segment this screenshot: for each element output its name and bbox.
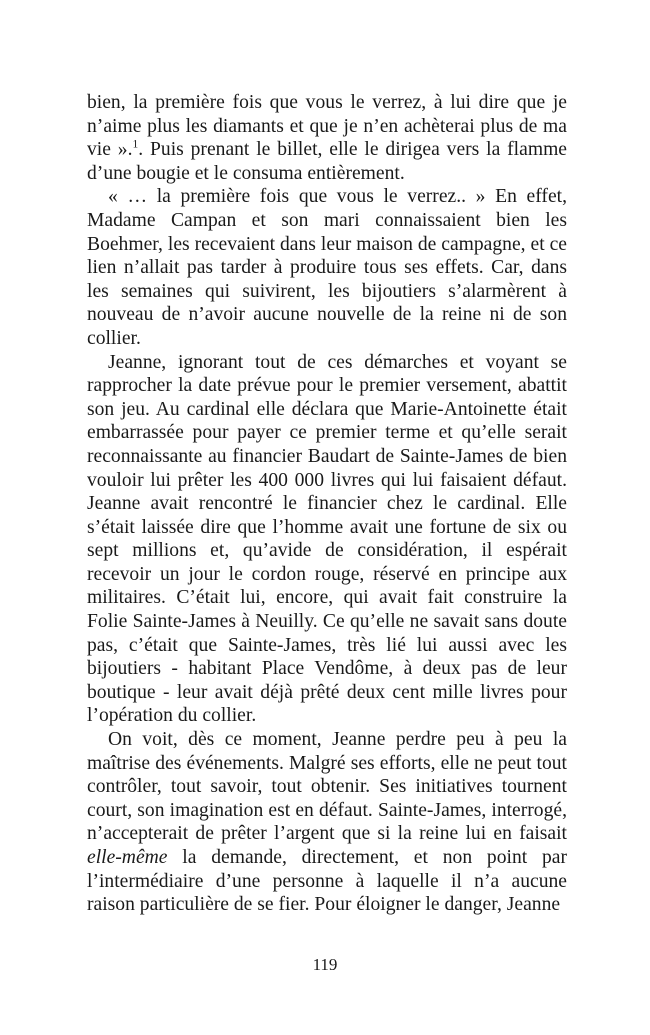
paragraph-2: « … la première fois que vous le verrez.. » En effet, Madame Campan et son mari connaissaient bien les Boehmer, les recevaient dans leur maison de campagne, et ce lien n’allait pas tarder à produire tous ses effets. Car, dans les semaines qui suivirent, les bijoutiers s’alarmèrent à nouveau de n’avoir aucune nouvelle de la reine ni de son collier. bbox=[87, 186, 567, 349]
footnote-reference: 1 bbox=[132, 138, 139, 151]
paragraph-4 bbox=[87, 728, 567, 917]
page-number: 119 bbox=[312, 955, 338, 974]
paragraph-4-text-b: la demande, directement, et non point par l’intermédiaire d’une personne à laquelle il n’a aucune raison particulière de se fier. Pour éloigner le danger, Jeanne bbox=[87, 847, 567, 916]
paragraph-4-text-a: On voit, dès ce moment, Jeanne perdre peu à peu la maîtrise des événements. Malgré ses efforts, elle ne peut tout contrôler, tout savoir, tout obtenir. Ses initiatives tournent court, son imagination est en défaut. Sainte-James, interrogé, n’accepterait de prêter l’argent que si la reine lui en faisait bbox=[87, 729, 567, 845]
paragraph-1-text-a: bien, la première fois que vous le verrez, à lui dire que je n’aime plus les diamants et que je n’en achèterai plus de ma vie ». bbox=[87, 92, 567, 161]
body-text bbox=[87, 91, 567, 917]
paragraph-1-text-b: . Puis prenant le billet, elle le dirigea vers la flamme d’une bougie et le consuma entièrement. bbox=[87, 139, 568, 184]
paragraph-1 bbox=[87, 91, 567, 185]
paragraph-3: Jeanne, ignorant tout de ces démarches et voyant se rapprocher la date prévue pour le premier versement, abattit son jeu. Au cardinal elle déclara que Marie-Antoinette était embarrassée pour payer ce premier terme et qu’elle serait reconnaissante au financier Baudart de Sainte-James de bien vouloir lui prêter les 400 000 livres qui lui faisaient défaut. Jeanne avait rencontré le financier chez le cardinal. Elle s’était laissée dire que l’homme avait une fortune de six ou sept millions et, qu’avide de considération, il espérait recevoir un jour le cordon rouge, réservé en principe aux militaires. C’était lui, encore, qui avait fait construire la Folie Sainte-James à Neuilly. Ce qu’elle ne savait sans doute pas, c’était que Sainte-James, très lié lui aussi avec les bijoutiers - habitant Place Vendôme, à deux pas de leur boutique - leur avait déjà prêté deux cent mille livres pour l’opération du collier. bbox=[87, 351, 567, 727]
paragraph-4-emphasis: elle-même bbox=[87, 847, 168, 868]
